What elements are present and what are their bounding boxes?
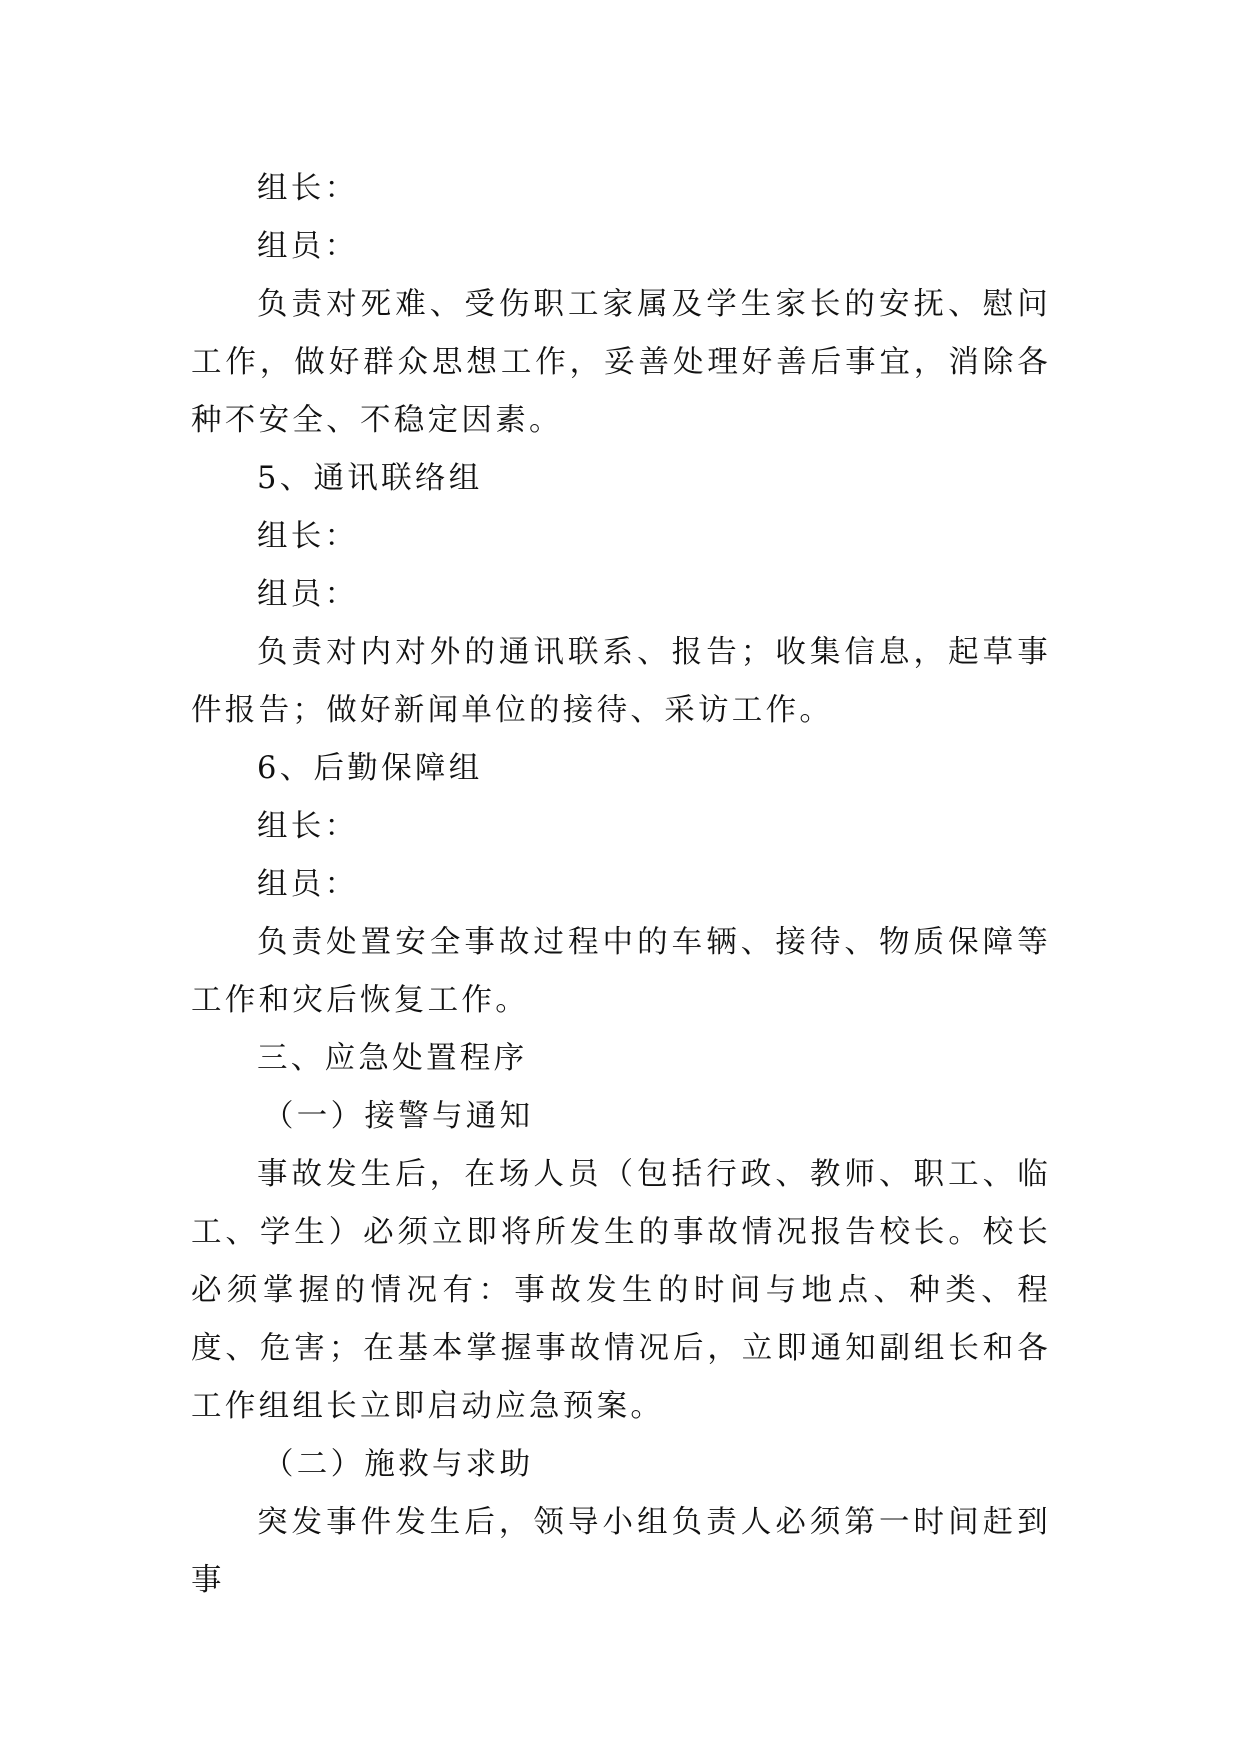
rescue-assistance-paragraph: 突发事件发生后，领导小组负责人必须第一时间赶到事	[191, 1505, 1051, 1598]
team-member-label: 组员：	[257, 577, 359, 612]
section-heading-communications: 5、通讯联络组	[257, 461, 483, 496]
alarm-notification-paragraph: 事故发生后，在场人员（包括行政、教师、职工、临工、学生）必须立即将所发生的事故情况报告校长。校长必须掌握的情况有：事故发生的时间与地点、种类、程度、危害；在基本掌握事故情况后，立即通知副组长和各工作组组长立即启动应急预案。	[191, 1157, 1051, 1424]
team-leader-label: 组长：	[257, 809, 359, 844]
chapter-heading-emergency-procedure: 三、应急处置程序	[257, 1041, 528, 1076]
section-heading-logistics: 6、后勤保障组	[257, 751, 483, 786]
logistics-duty-paragraph: 负责处置安全事故过程中的车辆、接待、物质保障等工作和灾后恢复工作。	[191, 925, 1051, 1018]
team-member-label: 组员：	[257, 229, 359, 264]
team-leader-label: 组长：	[257, 519, 359, 554]
communications-duty-paragraph: 负责对内对外的通讯联系、报告；收集信息，起草事件报告；做好新闻单位的接待、采访工作。	[191, 635, 1051, 728]
aftercare-duty-paragraph: 负责对死难、受伤职工家属及学生家长的安抚、慰问工作，做好群众思想工作，妥善处理好善后事宜，消除各种不安全、不稳定因素。	[191, 287, 1051, 438]
document-body	[191, 160, 1051, 1610]
team-leader-label: 组长：	[257, 171, 359, 206]
subheading-alarm-notification: （一）接警与通知	[263, 1099, 534, 1134]
team-member-label: 组员：	[257, 867, 359, 902]
subheading-rescue-assistance: （二）施救与求助	[263, 1447, 534, 1482]
